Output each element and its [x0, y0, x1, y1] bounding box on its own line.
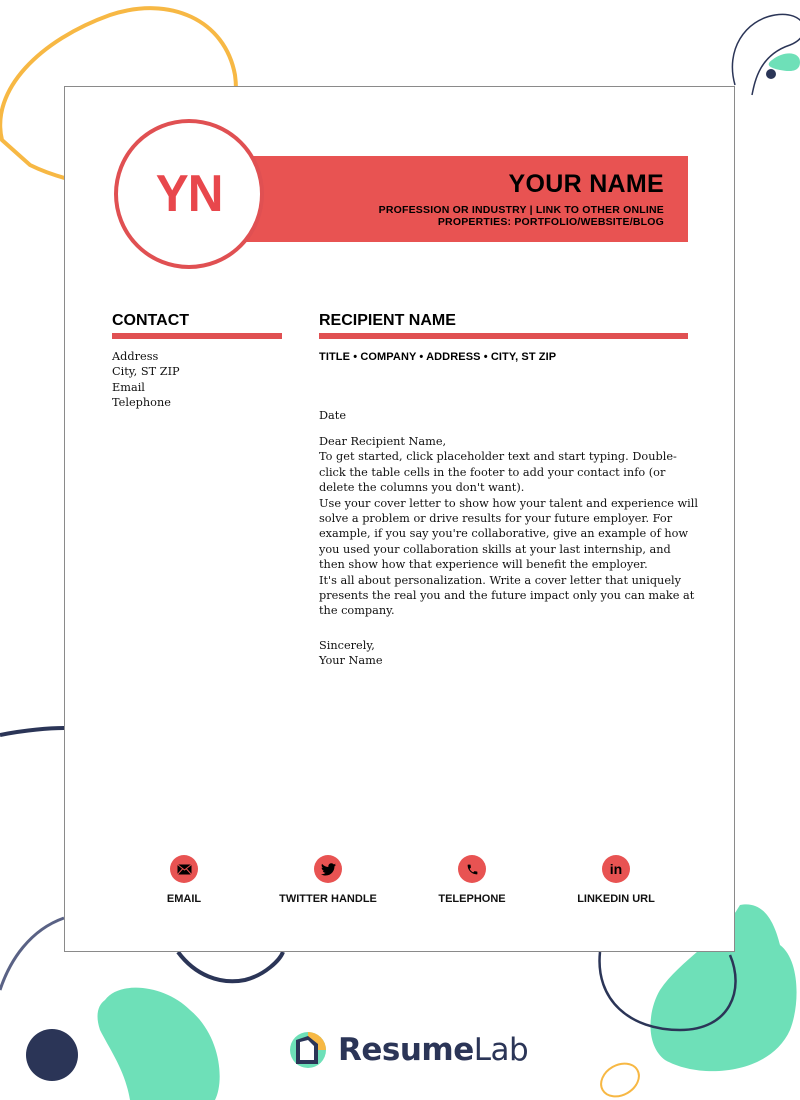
footer-telephone — [397, 855, 547, 905]
closing-word: Sincerely, — [319, 639, 375, 652]
footer-twitter — [253, 855, 403, 905]
letter-body — [319, 434, 699, 619]
footer-label-linkedin: LINKEDIN URL — [577, 893, 655, 905]
contact-city: City, ST ZIP — [112, 365, 180, 379]
profession-text — [379, 204, 664, 228]
linkedin-icon: in — [602, 855, 630, 883]
resumelab-logo — [288, 1030, 528, 1070]
cover-letter-page — [64, 86, 735, 952]
mint-blob-bottom-left — [98, 988, 220, 1100]
resumelab-logo-icon — [288, 1030, 328, 1070]
contact-address: Address — [112, 350, 159, 363]
contact-lines — [112, 349, 180, 410]
contact-rule — [112, 333, 282, 339]
profession-line-1: PROFESSION OR INDUSTRY | LINK TO OTHER ONLINE — [378, 204, 664, 216]
contact-heading: CONTACT — [112, 312, 190, 329]
salutation: Dear Recipient Name, — [319, 435, 447, 448]
contact-telephone: Telephone — [112, 395, 171, 409]
navy-dot-top-right — [766, 69, 776, 79]
paragraph: Use your cover letter to show how your talent and experience will solve a problem or drive results for your future employer. For example, if you say you're collaborative, give an example of how you used your collaboration skills at your last internship, and then show how that experience will benefit the employer. — [319, 496, 699, 572]
twitter-icon — [314, 855, 342, 883]
recipient-rule — [319, 333, 688, 339]
initials: YN — [155, 165, 223, 223]
envelope-icon — [170, 855, 198, 883]
signature: Your Name — [319, 654, 383, 668]
paragraph: It's all about personalization. Write a cover letter that uniquely presents the real you and the future impact only you can make at the company. — [319, 573, 695, 618]
footer-label-telephone: TELEPHONE — [438, 893, 506, 905]
letter-date: Date — [319, 409, 347, 422]
recipient-meta: TITLE • COMPANY • ADDRESS • CITY, ST ZIP — [319, 351, 557, 363]
contact-email: Email — [112, 380, 145, 394]
navy-loop-bottom-center — [178, 952, 283, 981]
footer-linkedin — [541, 855, 691, 905]
footer-email — [109, 855, 259, 905]
name-banner — [243, 156, 688, 242]
navy-line-lower-left — [0, 918, 64, 990]
navy-dot-bottom-left — [26, 1029, 78, 1081]
footer-label-twitter: TWITTER HANDLE — [279, 893, 377, 905]
mint-blob-top-right — [769, 53, 800, 71]
navy-line-left — [0, 728, 64, 735]
brand-name-part1: Resume — [338, 1032, 474, 1068]
your-name: YOUR NAME — [508, 170, 664, 198]
letter-closing — [319, 638, 383, 669]
footer-label-email: EMAIL — [166, 893, 202, 905]
paragraph: To get started, click placeholder text and start typing. Double-click the table cells in the footer to add your contact info (or delete the columns you don't want). — [319, 450, 677, 495]
profession-line-2: PROPERTIES: PORTFOLIO/WEBSITE/BLOG — [437, 216, 664, 228]
brand-name-part2: Lab — [473, 1032, 529, 1068]
yellow-ring-bottom-right — [595, 1057, 645, 1100]
initials-circle — [114, 119, 264, 269]
recipient-heading: RECIPIENT NAME — [319, 312, 456, 329]
brand-name — [338, 1032, 528, 1068]
phone-icon — [458, 855, 486, 883]
